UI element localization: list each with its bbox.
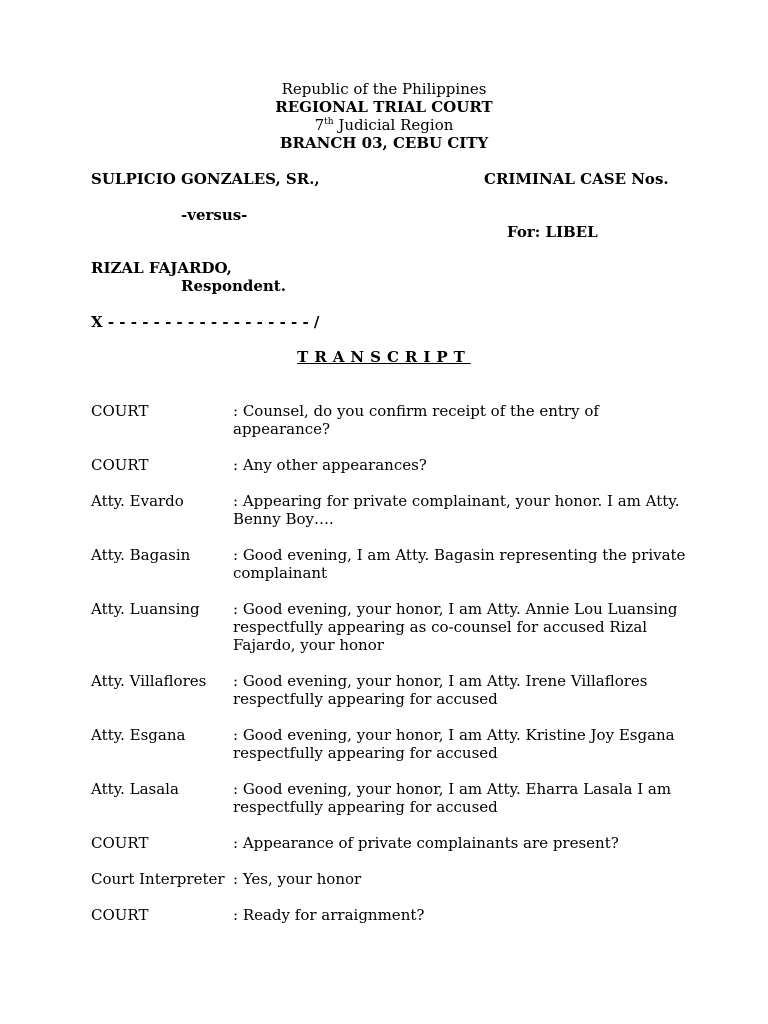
republic-line: Republic of the Philippines bbox=[281, 80, 487, 98]
transcript-entry bbox=[91, 834, 691, 852]
region-ordinal: th bbox=[324, 117, 334, 127]
court-name: REGIONAL TRIAL COURT bbox=[275, 98, 493, 116]
charge-label: For: LIBEL bbox=[507, 223, 598, 241]
speaker-name: Atty. Villaflores bbox=[91, 672, 207, 690]
region-number: 7 bbox=[314, 116, 325, 134]
speaker-name: Court Interpreter bbox=[91, 870, 225, 888]
region-text: Judicial Region bbox=[333, 116, 454, 134]
complainant-name: SULPICIO GONZALES, SR., bbox=[91, 170, 320, 188]
transcript-entry bbox=[91, 456, 691, 474]
speaker-name: COURT bbox=[91, 906, 149, 924]
speaker-statement: : Ready for arraignment? bbox=[233, 906, 425, 924]
transcript-entry bbox=[91, 870, 691, 888]
speaker-statement: : Counsel, do you confirm receipt of the entry of appearance? bbox=[233, 402, 599, 438]
speaker-name: Atty. Bagasin bbox=[91, 546, 191, 564]
speaker-statement: : Any other appearances? bbox=[233, 456, 427, 474]
speaker-statement: : Good evening, your honor, I am Atty. Irene Villaflores respectfully appearing for accused bbox=[233, 672, 648, 708]
transcript-entry bbox=[91, 672, 691, 708]
transcript-entry bbox=[91, 906, 691, 924]
speaker-name: COURT bbox=[91, 456, 149, 474]
speaker-statement: : Yes, your honor bbox=[233, 870, 362, 888]
speaker-name: Atty. Luansing bbox=[91, 600, 200, 618]
document-title bbox=[0, 348, 768, 366]
versus-label: -versus- bbox=[181, 206, 248, 224]
transcript-entry bbox=[91, 402, 691, 438]
transcript-entry bbox=[91, 492, 691, 528]
speaker-name: Atty. Evardo bbox=[91, 492, 184, 510]
respondent-label: Respondent. bbox=[181, 277, 286, 295]
judicial-region bbox=[0, 116, 768, 134]
speaker-statement: : Good evening, your honor, I am Atty. Eharra Lasala I am respectfully appearing for accused bbox=[233, 780, 672, 816]
transcript-entry bbox=[91, 726, 691, 762]
branch-line: BRANCH 03, CEBU CITY bbox=[279, 134, 489, 152]
court-header bbox=[0, 80, 768, 152]
transcript-entry bbox=[91, 780, 691, 816]
transcript-body bbox=[91, 402, 691, 942]
speaker-name: Atty. Lasala bbox=[91, 780, 179, 798]
transcript-entry bbox=[91, 546, 691, 582]
caption-separator: X - - - - - - - - - - - - - - - - - - / bbox=[91, 313, 320, 331]
speaker-statement: : Good evening, your honor, I am Atty. Kristine Joy Esgana respectfully appearing for accused bbox=[233, 726, 675, 762]
speaker-statement: : Appearance of private complainants are present? bbox=[233, 834, 619, 852]
speaker-name: Atty. Esgana bbox=[91, 726, 186, 744]
speaker-name: COURT bbox=[91, 834, 149, 852]
transcript-entry bbox=[91, 600, 691, 654]
case-number-label: CRIMINAL CASE Nos. bbox=[484, 170, 669, 188]
speaker-name: COURT bbox=[91, 402, 149, 420]
speaker-statement: : Good evening, your honor, I am Atty. Annie Lou Luansing respectfully appearing as co-counsel for accused Rizal Fajardo, your honor bbox=[233, 600, 678, 654]
speaker-statement: : Appearing for private complainant, your honor. I am Atty. Benny Boy…. bbox=[233, 492, 680, 528]
respondent-name: RIZAL FAJARDO, bbox=[91, 259, 232, 277]
title-text: TRANSCRIPT bbox=[297, 348, 471, 366]
speaker-statement: : Good evening, I am Atty. Bagasin representing the private complainant bbox=[233, 546, 686, 582]
